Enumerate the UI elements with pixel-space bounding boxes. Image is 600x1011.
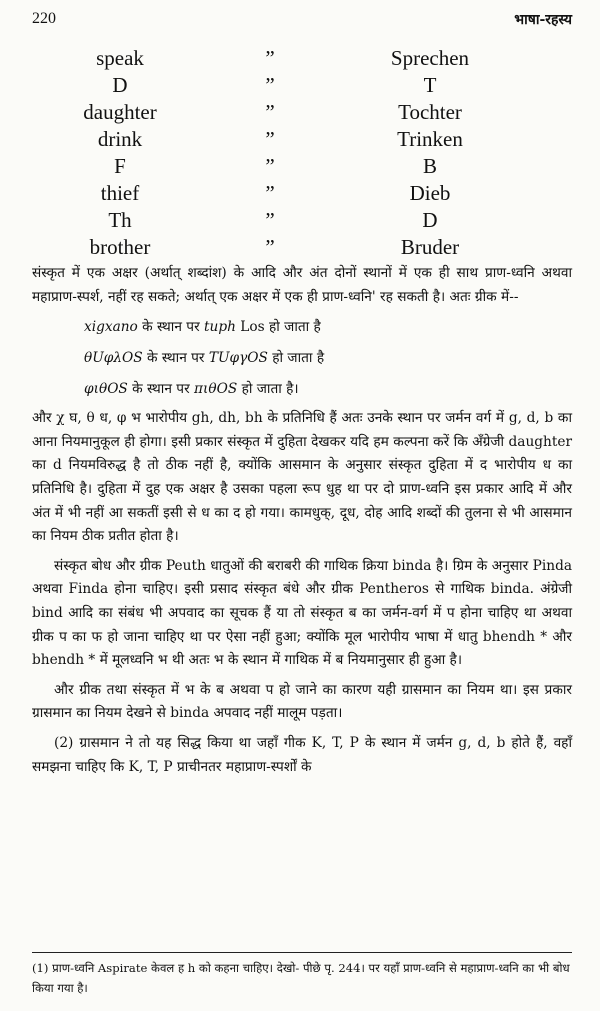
ditto-mark: ”	[265, 208, 275, 232]
running-head: भाषा-रहस्य	[514, 12, 572, 28]
ditto-mark: ”	[265, 181, 275, 205]
example-connector: के स्थान पर	[127, 381, 195, 398]
ditto-mark: ”	[265, 235, 275, 259]
word-german: T	[423, 73, 437, 97]
page-header	[32, 10, 572, 34]
word-english: D	[112, 73, 128, 97]
word-row	[0, 46, 600, 73]
word-german: D	[422, 208, 438, 232]
word-german: Sprechen	[390, 46, 470, 70]
example-connector: के स्थान पर	[142, 350, 209, 367]
word-german: Tochter	[398, 100, 462, 124]
page-number: 220	[32, 10, 56, 27]
footnote-text: (1) प्राण-ध्वनि Aspirate केवल ह h को कहना चाहिए। देखो- पीछे पृ. 244। पर यहाँ प्राण-ध्वनि से महाप्राण-ध्वनि का भी बोध किया गया है।	[32, 961, 570, 995]
ditto-mark: ”	[265, 127, 275, 151]
word-german: B	[422, 154, 437, 178]
greek-word: θUφλOS	[84, 350, 143, 367]
greek-word: πιθOS	[194, 381, 238, 398]
ditto-mark: ”	[265, 154, 275, 178]
footnote-rule	[32, 952, 572, 953]
ditto-mark: ”	[265, 100, 275, 124]
word-row	[0, 154, 600, 181]
ditto-mark: ”	[265, 46, 275, 70]
word-row	[0, 73, 600, 100]
example-line	[84, 376, 572, 402]
paragraph: (2) ग्रासमान ने तो यह सिद्ध किया था जहाँ गीक K, T, P के स्थान में जर्मन g, d, b होते हैं, वहाँ समझना चाहिए कि K, T, P प्राचीनतर महाप्राण-स्पर्शों के	[32, 734, 572, 775]
word-english: drink	[97, 127, 143, 151]
example-connector: के स्थान पर	[137, 319, 205, 336]
example-line	[84, 314, 572, 340]
word-row	[0, 235, 600, 262]
example-connector: हो जाता है।	[237, 381, 299, 398]
word-english: brother	[89, 235, 151, 259]
footnote	[32, 958, 572, 998]
greek-word: TUφγOS	[208, 350, 268, 367]
word-english: F	[114, 154, 126, 178]
paragraph: संस्कृत बोध और ग्रीक Peuth धातुओं की बराबरी की गाथिक क्रिया binda है। ग्रिम के अनुसार Pinda अथवा Finda होना चाहिए। इसी प्रसाद संस्कृत बंधे और ग्रीक Pentheros से गाथिक binda. अंग्रेजी bind आदि का संबंध भी अपवाद का सूचक हैं या तो संस्कृत ब का जर्मन-वर्ग में प होना चाहिए था अथवा ग्रीक प का फ हो जाना चाहिए था पर ऐसा नहीं हुआ; क्योंकि मूल भारोपीय भाषा में धातु bhendh * और bhendh * में मूलध्वनि भ थी अतः भ के स्थान में गाथिक में ब नियमानुसार ही हुआ है।	[32, 557, 572, 669]
paragraph: और χ घ, θ ध, φ भ भारोपीय gh, dh, bh के प्रतिनिधि हैं अतः उनके स्थान पर जर्मन वर्ग में g, d, b का आना नियमानुकूल ही होगा। इसी प्रकार संस्कृत में दुहिता देखकर यदि हम कल्पना करें कि अँग्रेजी daughter का d नियमविरुद्ध है तो ठीक नहीं है, क्योंकि आसमान के अनुसार संस्कृत दुहिता में द भारोपीय ध का प्रतिनिधि है। दुहिता में दुह एक अक्षर है उसका पहला रूप धुह था पर दो प्राण-ध्वनि इस प्रकार आदि में और अंत में भी नहीं आ सकतीं इसी से ध का द हो गया। कामधुक्, दूध, दोह आदि शब्दों की तुलना से भी आसमान का नियम ठीक प्रतीत होता है।	[32, 410, 572, 545]
word-row	[0, 181, 600, 208]
word-comparison-list	[0, 46, 600, 262]
example-connector: हो जाता है	[267, 350, 325, 367]
greek-word: tuph	[204, 319, 236, 336]
word-german: Trinken	[397, 127, 463, 151]
word-english: thief	[100, 181, 140, 205]
word-english: speak	[96, 46, 144, 70]
word-row	[0, 100, 600, 127]
paragraph: और ग्रीक तथा संस्कृत में भ के ब अथवा प हो जाने का कारण यही ग्रासमान का नियम था। इस प्रकार ग्रासमान का नियम देखने से binda अपवाद नहीं मालूम पड़ता।	[32, 681, 572, 722]
greek-word: φιθOS	[84, 381, 128, 398]
word-english: Th	[108, 208, 132, 232]
example-connector: Los हो जाता है	[235, 319, 321, 336]
greek-word: xigxano	[84, 319, 138, 336]
word-row	[0, 127, 600, 154]
word-english: daughter	[83, 100, 157, 124]
body-text	[32, 262, 572, 779]
ditto-mark: ”	[265, 73, 275, 97]
word-german: Dieb	[409, 181, 451, 205]
example-line	[84, 345, 572, 371]
word-german: Bruder	[400, 235, 460, 259]
paragraph: संस्कृत में एक अक्षर (अर्थात् शब्दांश) के आदि और अंत दोनों स्थानों में एक ही साथ प्राण-ध्वनि अथवा महाप्राण-स्पर्श, नहीं रह सकते; अर्थात् एक अक्षर में एक ही प्राण-ध्वनि' रह सकती है। अतः ग्रीक में--	[32, 265, 572, 305]
word-row	[0, 208, 600, 235]
